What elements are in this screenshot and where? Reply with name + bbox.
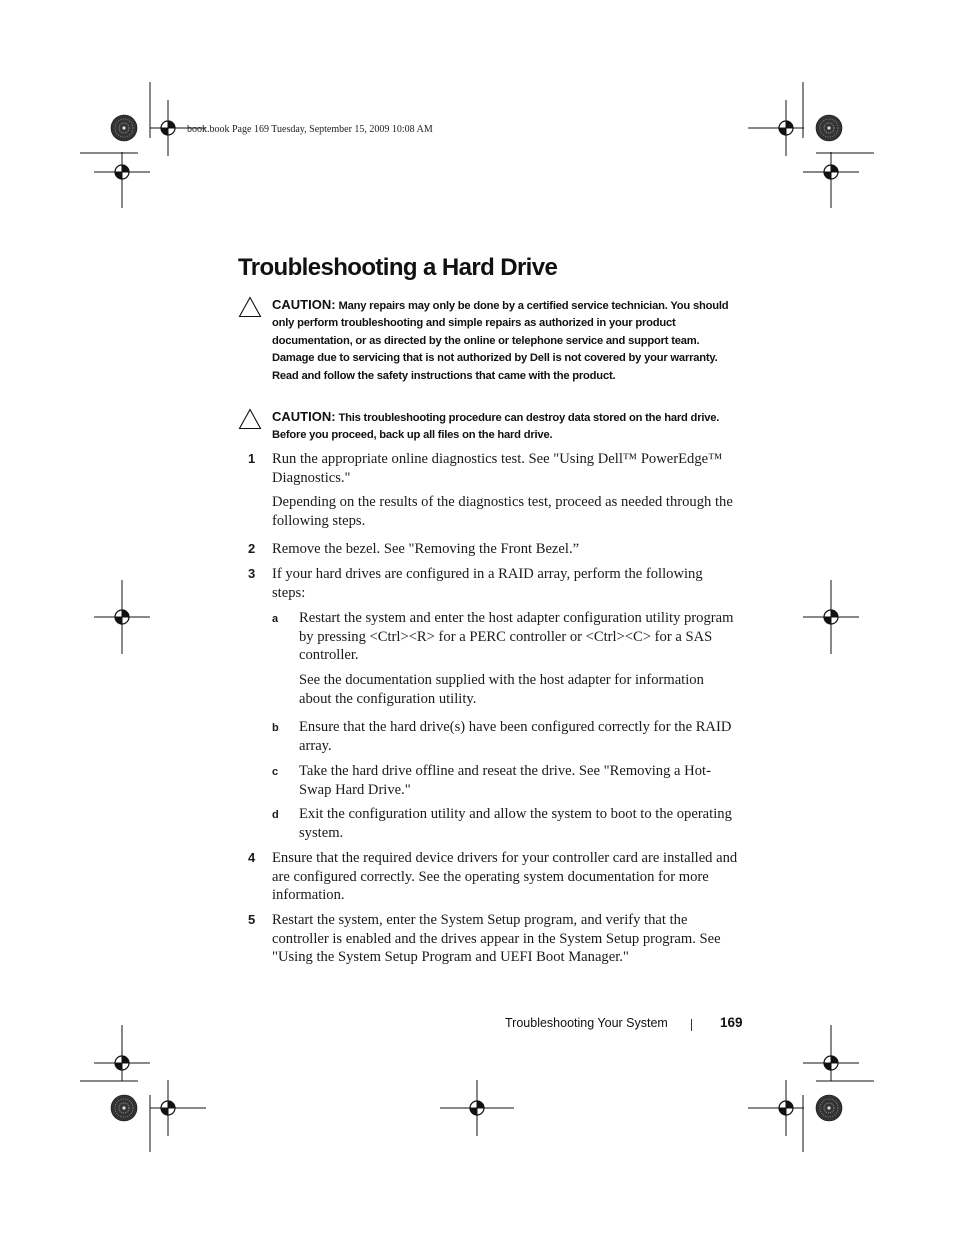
step-number: 2 [248, 541, 256, 556]
step-number: 5 [248, 912, 256, 927]
step-1 [248, 450, 738, 487]
caution-icon [238, 408, 262, 430]
substep-a-note: See the documentation supplied with the host adapter for information about the configuration utility. [299, 672, 704, 707]
step-number: 1 [248, 451, 256, 466]
caution-label: CAUTION: [272, 297, 336, 312]
substep-text: Exit the configuration utility and allow the system to boot to the operating system. [299, 806, 732, 841]
page-number: 169 [720, 1015, 743, 1030]
step-text: If your hard drives are configured in a RAID array, perform the following steps: [272, 566, 703, 601]
step-5 [248, 911, 738, 967]
step-text: Ensure that the required device drivers for your controller card are installed and are configured correctly. See the operating system documentation for more information. [272, 850, 738, 904]
substep-letter: c [272, 766, 279, 778]
substep-d [272, 805, 738, 842]
substep-text: Ensure that the hard drive(s) have been configured correctly for the RAID array. [299, 719, 732, 754]
substep-text: Restart the system and enter the host adapter configuration utility program by pressing <Ctrl><R> for a PERC controller or <Ctrl><C> for a SAS controller. [299, 610, 734, 664]
caution-body: Many repairs may only be done by a certified service technician. You should only perform troubleshooting and simple repairs as authorized in your product documentation, or as directed by the online or telephone service and support team. Damage due to servicing that is not authorized by Dell is not covered by your warranty. Read and follow the safety instructions that came with the product. [272, 300, 729, 382]
step-number: 4 [248, 850, 256, 865]
substep-letter: d [272, 809, 279, 821]
caution-text [272, 408, 738, 445]
caution-label: CAUTION: [272, 409, 336, 424]
page-title: Troubleshooting a Hard Drive [238, 254, 558, 281]
caution-icon [238, 296, 262, 318]
caution-notice [238, 296, 738, 385]
step-text: Restart the system, enter the System Setup program, and verify that the controller is enabled and the drives appear in the System Setup program. See "Using the System Setup Program and UEFI Boot Manager." [272, 912, 721, 966]
step-4 [248, 849, 738, 905]
print-header: book.book Page 169 Tuesday, September 15, 2009 10:08 AM [187, 124, 433, 135]
step-2 [248, 540, 738, 559]
footer-divider [691, 1019, 692, 1031]
step-number: 3 [248, 566, 256, 581]
footer-section-title: Troubleshooting Your System [505, 1016, 668, 1030]
step-text: Remove the bezel. See "Removing the Front Bezel.” [272, 541, 580, 557]
substep-letter: b [272, 722, 279, 734]
step-text: Run the appropriate online diagnostics test. See "Using Dell™ PowerEdge™ Diagnostics." [272, 451, 723, 486]
caution-text [272, 296, 738, 385]
substep-text: Take the hard drive offline and reseat the drive. See "Removing a Hot-Swap Hard Drive." [299, 763, 711, 798]
substep-letter: a [272, 613, 279, 625]
substep-a [272, 609, 738, 665]
step-3 [248, 565, 738, 602]
substep-c [272, 762, 738, 799]
step-1-note: Depending on the results of the diagnostics test, proceed as needed through the following steps. [272, 494, 733, 529]
substep-b [272, 718, 738, 755]
caution-body: This troubleshooting procedure can destroy data stored on the hard drive. Before you proceed, back up all files on the hard drive. [272, 412, 720, 442]
caution-notice [238, 408, 738, 445]
